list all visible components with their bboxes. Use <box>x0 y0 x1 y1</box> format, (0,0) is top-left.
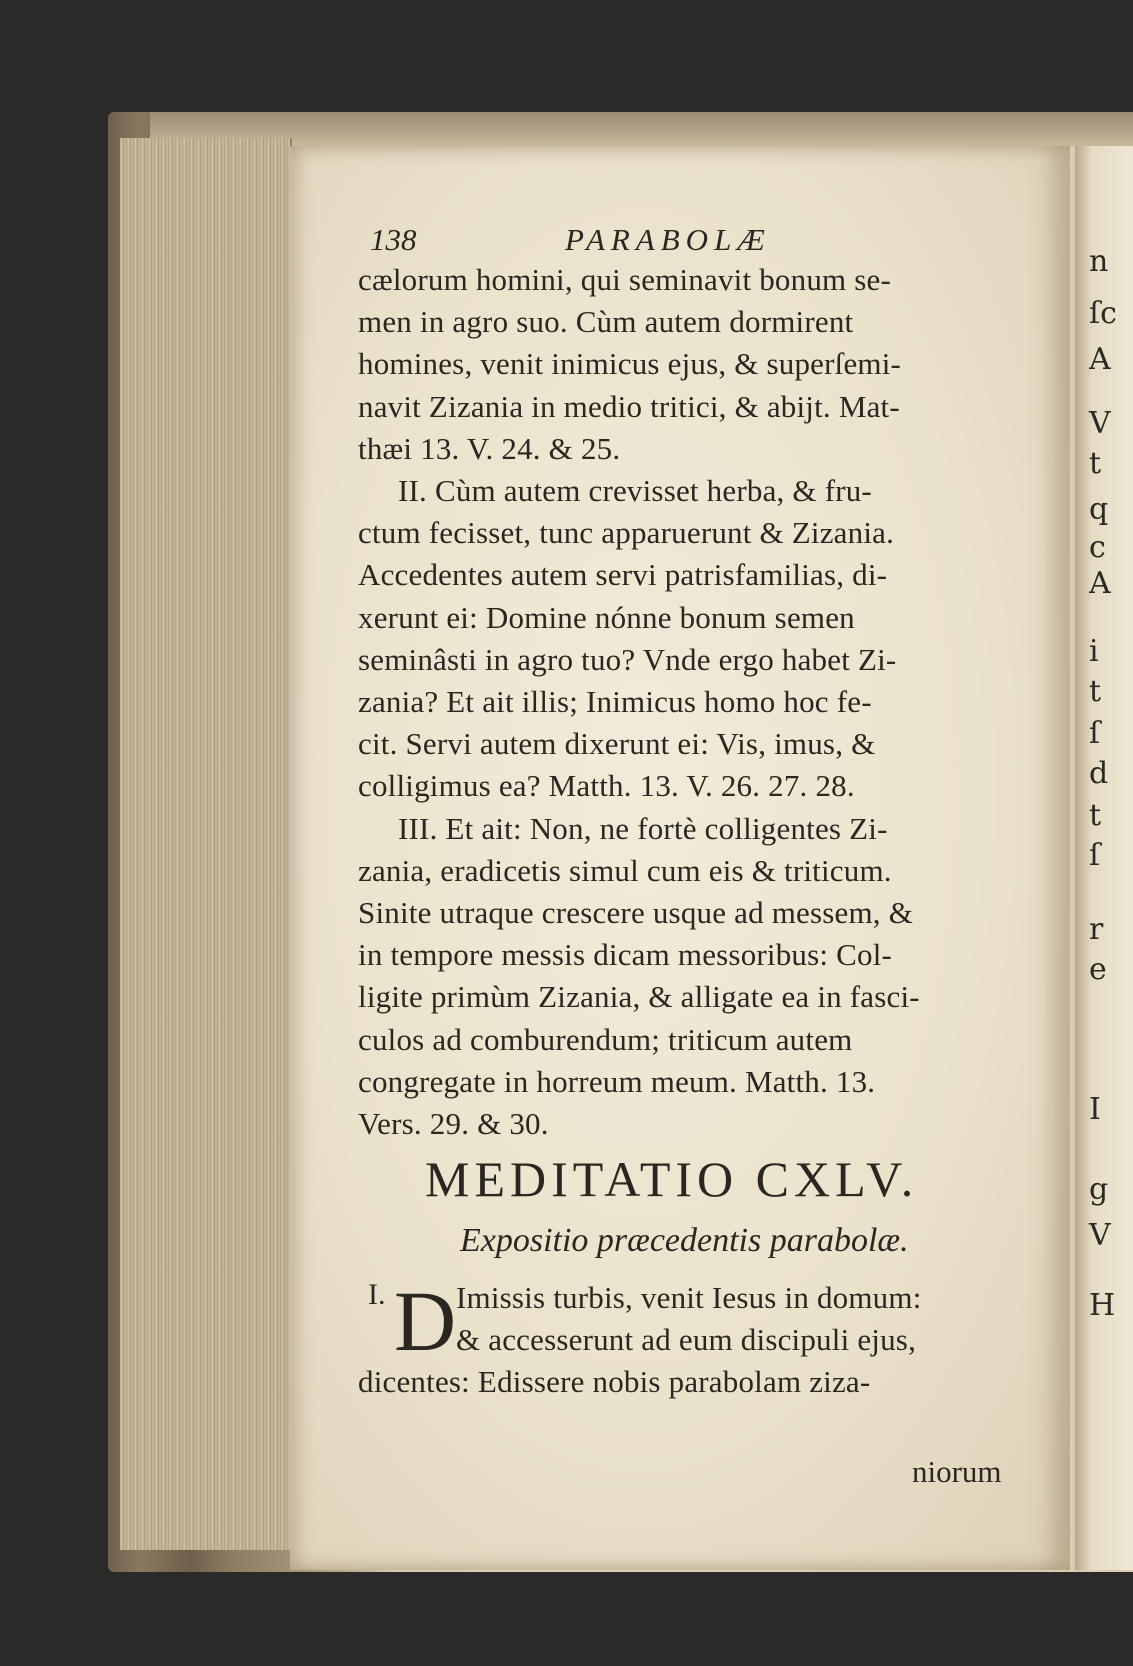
text-line: cit. Servi autem dixerunt ei: Vis, imus, & <box>358 726 876 762</box>
text-line: II. Cùm autem crevisset herba, & fru- <box>398 473 872 508</box>
text-line: seminâsti in agro tuo? Vnde ergo habet Zi- <box>358 641 897 677</box>
page-number: 138 <box>370 222 417 257</box>
facing-page-letter: t <box>1089 798 1102 833</box>
facing-page-letter: c <box>1089 530 1106 565</box>
text-line: III. Et ait: Non, ne fortè colligentes Zi- <box>398 810 888 846</box>
text-line: men in agro suo. Cùm autem dormirent <box>358 304 854 340</box>
meditation-title: MEDITATIO CXLV. <box>425 1151 919 1207</box>
text-line: & accesserunt ad eum discipuli ejus, <box>456 1322 917 1357</box>
catchword: niorum <box>912 1454 1002 1489</box>
text-line: ctum fecisset, tunc apparuerunt & Zizania. <box>358 515 895 551</box>
facing-page-letter: e <box>1089 952 1107 987</box>
text-line: zania, eradicetis simul cum eis & triticum. <box>358 852 892 888</box>
facing-page-letter: r <box>1089 912 1104 947</box>
section-number: I. <box>368 1278 386 1311</box>
text-line: homines, venit inimicus ejus, & superſemi- <box>358 346 902 382</box>
text-line: xerunt ei: Domine nónne bonum semen <box>358 599 855 635</box>
facing-page-letter: n <box>1089 244 1109 279</box>
facing-page-letter: ſ <box>1089 716 1101 751</box>
facing-page-letter: A <box>1089 342 1111 377</box>
facing-page-letter: q <box>1089 492 1109 527</box>
facing-page-letter: V <box>1089 1218 1111 1253</box>
facing-page-letter: I <box>1089 1092 1101 1127</box>
facing-page-letter: ſ <box>1089 838 1101 873</box>
facing-page-letter: g <box>1089 1172 1109 1207</box>
text-line: Sinite utraque crescere usque ad messem, & <box>358 895 914 930</box>
facing-page-fragment <box>1075 146 1133 1570</box>
text-line: dicentes: Edissere nobis parabolam ziza- <box>358 1364 871 1399</box>
meditation-subtitle: Expositio præcedentis parabolæ. <box>460 1222 909 1259</box>
text-line: culos ad comburendum; triticum autem <box>358 1021 853 1057</box>
facing-page-letter: d <box>1089 756 1109 791</box>
text-line: cælorum homini, qui seminavit bonum se- <box>358 262 892 297</box>
facing-page-letter: t <box>1089 446 1102 481</box>
text-line: Vers. 29. & 30. <box>358 1106 549 1141</box>
page-top-edge <box>150 112 1133 146</box>
facing-page-letter: H <box>1089 1288 1116 1323</box>
facing-page-letter: A <box>1089 566 1111 601</box>
running-title: PARABOLÆ <box>565 222 771 257</box>
text-line: zania? Et ait illis; Inimicus homo hoc fe- <box>358 684 872 719</box>
drop-cap: D <box>394 1273 457 1369</box>
facing-page-letter: t <box>1089 674 1102 709</box>
facing-page-letter: ſc <box>1089 296 1117 331</box>
text-line: congregate in horreum meum. Matth. 13. <box>358 1063 876 1099</box>
text-line: Imissis turbis, venit Iesus in domum: <box>456 1280 922 1315</box>
text-line: colligimus ea? Matth. 13. V. 26. 27. 28. <box>358 768 855 804</box>
text-line: thæi 13. V. 24. & 25. <box>358 430 621 466</box>
facing-page-letter: i <box>1089 634 1099 669</box>
text-line: Accedentes autem servi patrisfamilias, di- <box>358 557 888 593</box>
text-line: ligite primùm Zizania, & alligate ea in fasci- <box>358 979 920 1015</box>
stacked-page-edges <box>120 138 292 1550</box>
text-line: in tempore messis dicam messoribus: Col- <box>358 937 893 973</box>
facing-page-letter: V <box>1089 406 1111 441</box>
text-line: navit Zizania in medio tritici, & abijt. Mat- <box>358 388 900 424</box>
